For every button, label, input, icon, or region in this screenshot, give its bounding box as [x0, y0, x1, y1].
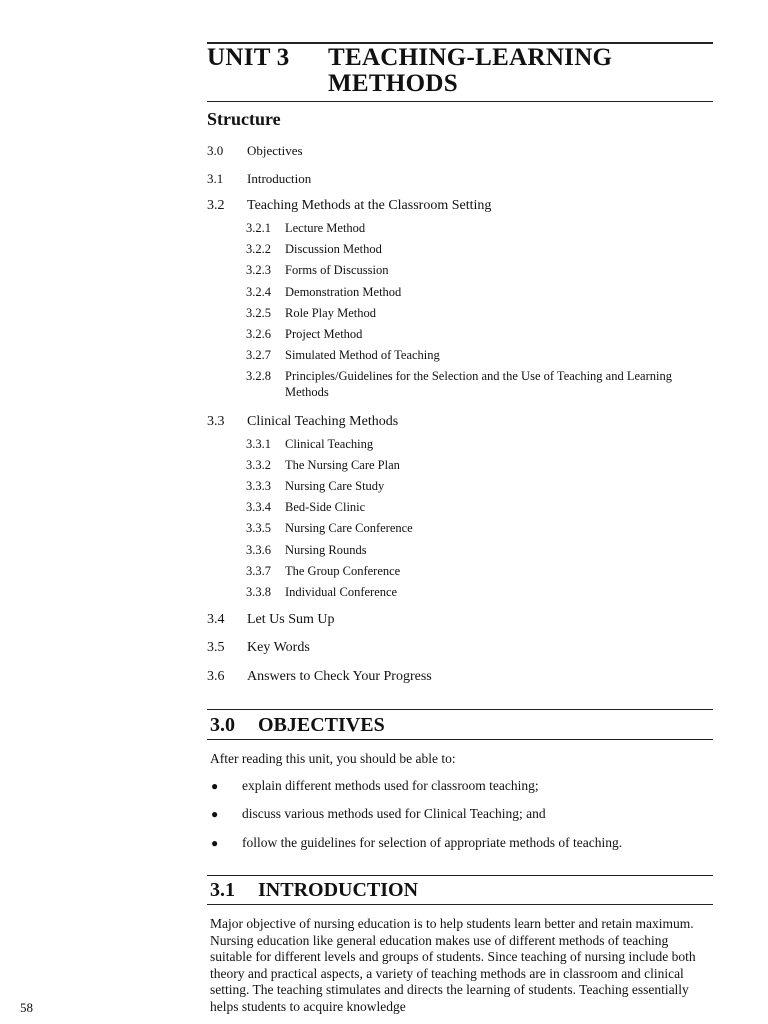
- objectives-top-rule: [207, 709, 713, 710]
- page-number: 58: [20, 1000, 33, 1015]
- bullet-icon: ●: [211, 836, 219, 850]
- unit-title: TEACHING-LEARNING METHODS: [328, 44, 613, 97]
- unit-bottom-rule: [207, 101, 713, 102]
- introduction-paragraph: Major objective of nursing education is to help students learn better and retain maximum. Nursing education like general education makes use of different methods of teaching suitable for different levels and groups of students. Since teaching of nursing include both theory and practical aspects, a variety of teaching methods are in classroom and clinical setting. The teaching stimulates and directs the learning of students. Teaching essentially helps students to acquire knowledge: [210, 916, 696, 1014]
- objectives-intro: After reading this unit, you should be able to:: [210, 751, 456, 766]
- introduction-bottom-rule: [207, 904, 713, 905]
- unit-number: UNIT 3: [207, 44, 290, 71]
- introduction-top-rule: [207, 875, 713, 876]
- bullet-icon: ●: [211, 807, 219, 821]
- structure-title: Structure: [207, 109, 281, 129]
- bullet-icon: ●: [211, 779, 219, 793]
- objectives-bottom-rule: [207, 739, 713, 740]
- document-page: UNIT 3 TEACHING-LEARNING METHODS Structure 3.0 Objectives 3.1 Introduction 3.2 Teaching Methods at the Classroom Setting 3.2.1 Lecture Method 3.2.2 Discussion Method 3.2.3 Forms of Discussion 3.2.4 Demonstration Method 3.2.5 Role Play Method 3.2.6 Project Method 3.2.7 Simulated Method of Teaching 3.2.8 Principles/Guidelines for the Selection and the Use of Teaching and Learning Methods 3.3 Clinical Teaching Methods 3.3.1 Clinical Teaching 3.3.2 The Nursing Care Plan 3.3.3 Nursing Care Study 3.3.4 Bed-Side Clinic 3.3.5 Nursing Care Conference 3.3.6 Nursing Rounds 3.3.7 The Group Conference 3.3.8 Individual Conference 3.4 Let Us Sum Up 3.5 Key Words 3.6 Answers to Check Your Progress 3.0 OBJECTIVES After reading this unit, you should be able to: ● explain different methods used for classroom teaching; ● discuss various methods used for Clinical Teaching; and ● follow the guidelines for selection of appropriate methods of teaching. 3.1 INTRODUCTION Major objective of nursing education is to help students learn better and retain maximum. Nursing education like general education makes use of different methods of teaching suitable for different levels and groups of students. Since teaching of nursing include both theory and practical aspects, a variety of teaching methods are in classroom and clinical setting. The teaching stimulates and directs the learning of students. Teaching essentially helps students to acquire knowledge 58: [0, 0, 768, 1024]
